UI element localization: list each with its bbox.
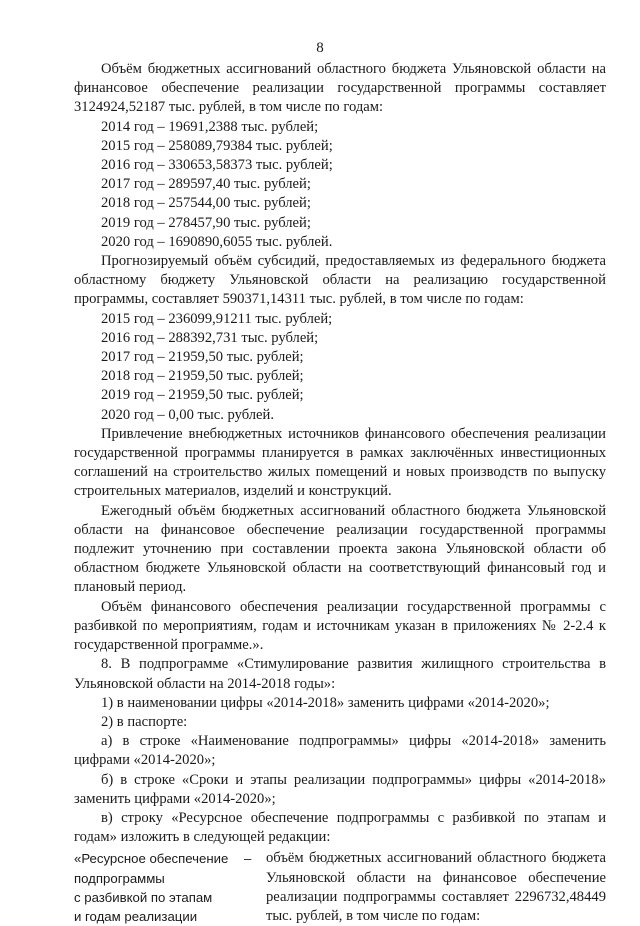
passport-label-line: и годам реализации xyxy=(74,908,198,924)
item-8-2-v: в) строку «Ресурсное обеспечение подпрограммы с разбивкой по этапам и годам» изложить в следующей редакции: xyxy=(74,809,606,846)
passport-row-label xyxy=(74,849,266,926)
budget-year-line: 2019 год – 278457,90 тыс. рублей; xyxy=(101,214,311,231)
item-8-2-a: а) в строке «Наименование подпрограммы» цифры «2014-2018» заменить цифрами «2014-2020»; xyxy=(74,733,606,769)
document-body xyxy=(74,60,606,926)
passport-row-value: объём бюджетных ассигнований областного бюджета Ульяновской области на финансовое обеспечение реализации подпрограммы составляет 2296732,48449 тыс. рублей, в том числе по годам: xyxy=(266,850,606,924)
paragraph-budget-total: Объём бюджетных ассигнований областного бюджета Ульяновской области на финансовое обеспечение реализации государственной программы составляет 3124924,52187 тыс. рублей, в том числе по годам: xyxy=(74,61,606,116)
budget-year-line: 2017 год – 289597,40 тыс. рублей; xyxy=(101,176,311,193)
budget-year-list xyxy=(74,118,606,252)
passport-label-line: с разбивкой по этапам xyxy=(74,889,213,905)
passport-label-line: «Ресурсное обеспечение xyxy=(74,851,229,867)
paragraph-annual: Ежегодный объём бюджетных ассигнований областного бюджета Ульяновской области на финансовое обеспечение реализации государственной программы подлежит уточнению при составлении проекта закона Ульяновской области об областном бюджете Ульяновской области на соответствующий финансовый год и плановый период. xyxy=(74,502,606,596)
budget-year-line: 2018 год – 257544,00 тыс. рублей; xyxy=(101,195,311,212)
subsidy-year-line: 2019 год – 21959,50 тыс. рублей; xyxy=(101,387,304,404)
paragraph-extrabudget: Привлечение внебюджетных источников финансового обеспечения реализации государственной программы планируется в рамках заключённых инвестиционных соглашений на строительство жилых помещений и новых производств по выпуску строительных материалов, изделий и конструкций. xyxy=(74,425,606,500)
item-8-2-b: б) в строке «Сроки и этапы реализации подпрограммы» цифры «2014-2018» заменить цифрами «2014-2020»; xyxy=(74,771,606,807)
paragraph-subsidies: Прогнозируемый объём субсидий, предоставляемых из федерального бюджета областному бюджету Ульяновской области на реализацию государственной программы, составляет 590371,14311 тыс. рублей, в том числе по годам: xyxy=(74,253,606,308)
subsidy-year-line: 2016 год – 288392,731 тыс. рублей; xyxy=(101,329,319,346)
passport-label-line: подпрограммы xyxy=(74,870,165,886)
budget-year-line: 2020 год – 1690890,6055 тыс. рублей. xyxy=(101,233,333,250)
passport-dash: – xyxy=(244,851,252,867)
subsidy-year-list xyxy=(74,310,606,425)
subsidy-year-line: 2015 год – 236099,91211 тыс. рублей; xyxy=(101,310,333,327)
passport-row-resources xyxy=(74,849,606,926)
page-number: 8 xyxy=(316,40,324,56)
subsidy-year-line: 2018 год – 21959,50 тыс. рублей; xyxy=(101,368,304,385)
item-8-2: 2) в паспорте: xyxy=(101,713,188,730)
budget-year-line: 2015 год – 258089,79384 тыс. рублей; xyxy=(101,137,333,154)
budget-year-line: 2016 год – 330653,58373 тыс. рублей; xyxy=(101,157,333,174)
budget-year-line: 2014 год – 19691,2388 тыс. рублей; xyxy=(101,118,319,135)
item-8-1: 1) в наименовании цифры «2014-2018» заменить цифрами «2014-2020»; xyxy=(101,694,550,711)
subsidy-year-line: 2020 год – 0,00 тыс. рублей. xyxy=(101,406,274,423)
item-8: 8. В подпрограмме «Стимулирование развития жилищного строительства в Ульяновской области на 2014-2018 годы»: xyxy=(74,656,606,692)
paragraph-appendix: Объём финансового обеспечения реализации государственной программы с разбивкой по мероприятиям, годам и источникам указан в приложениях № 2-2.4 к государственной программе.». xyxy=(74,598,606,654)
subsidy-year-line: 2017 год – 21959,50 тыс. рублей; xyxy=(101,349,304,366)
